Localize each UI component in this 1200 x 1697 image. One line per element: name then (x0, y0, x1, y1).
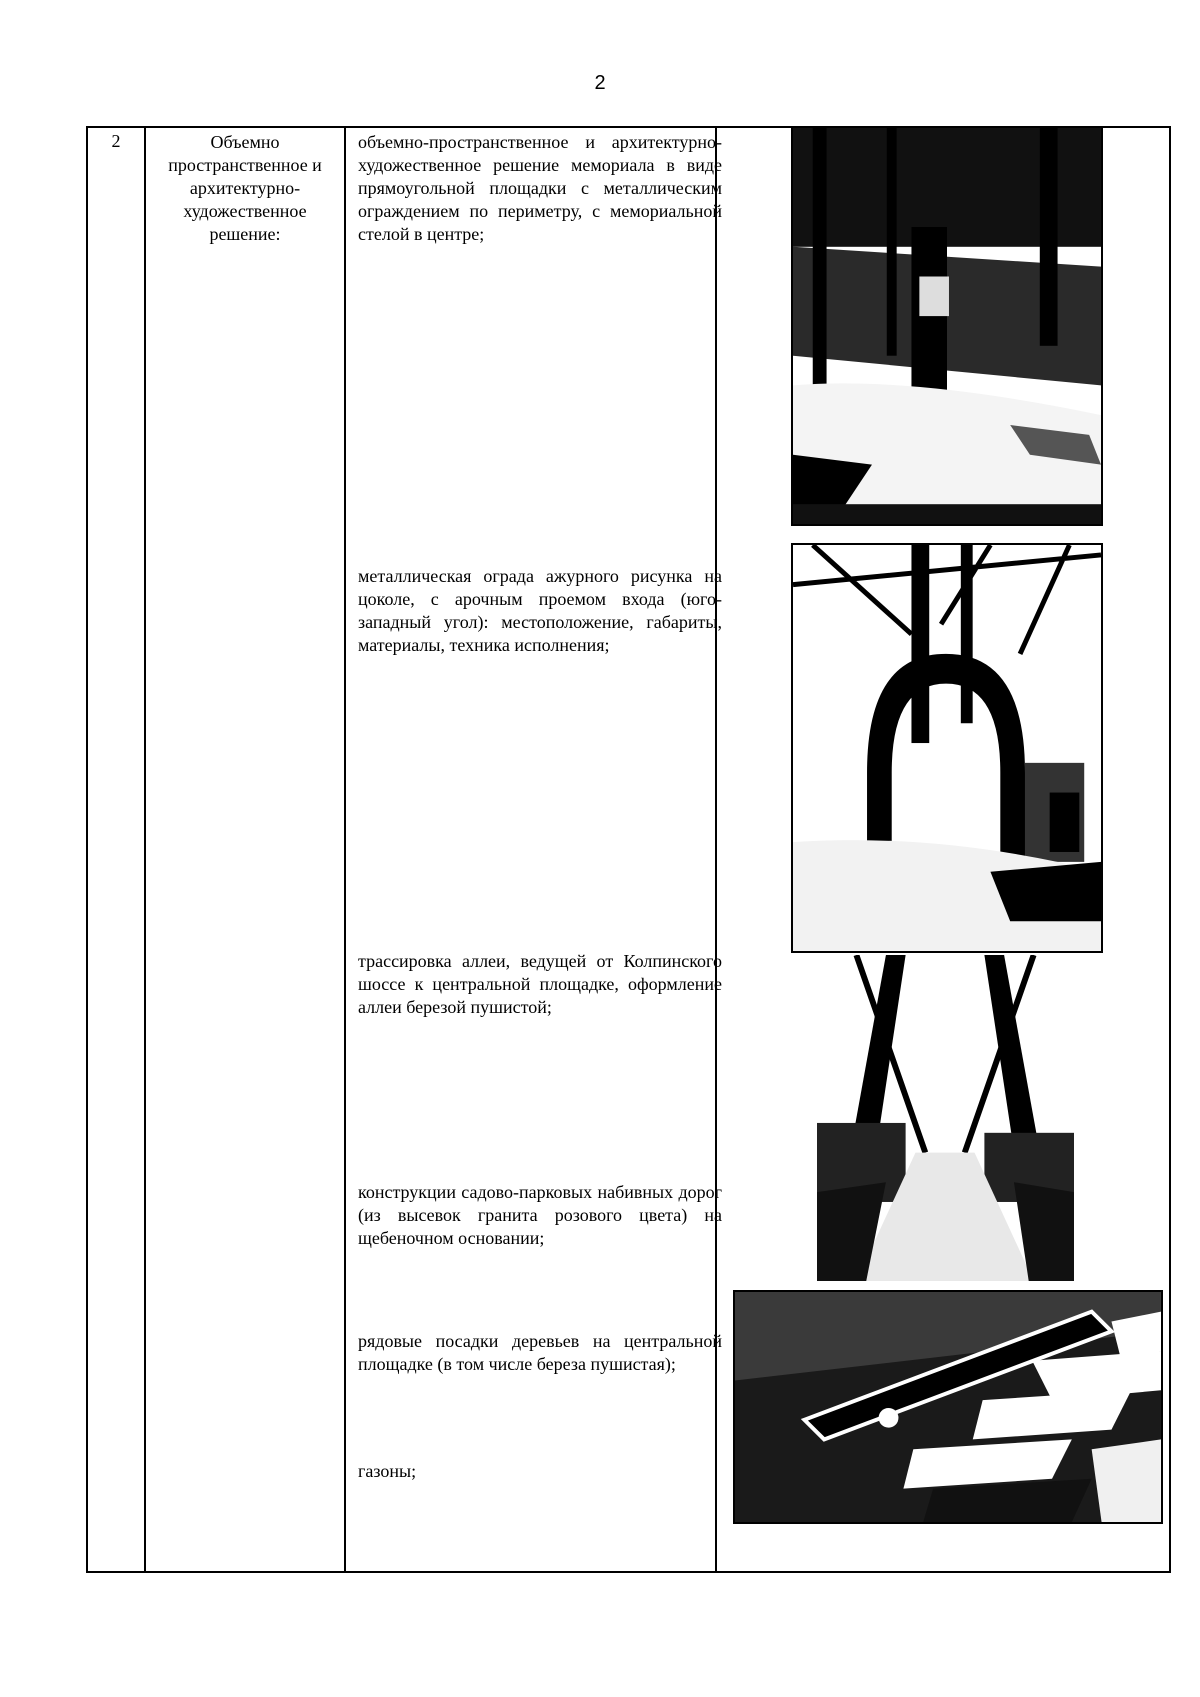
item-text: газоны; (358, 1461, 417, 1481)
item-text: рядовые посадки деревьев на центральной площадке (в том числе береза пушистая); (358, 1331, 722, 1374)
item-text: трассировка аллеи, ведущей от Колпинского шоссе к центральной площадке, оформление аллеи березой пушистой; (358, 951, 722, 1017)
row-name: Объемно пространственное и архитектурно-художественное решение: (168, 132, 322, 244)
column-divider-1 (144, 128, 146, 1571)
birch-alley-photo (815, 953, 1076, 1283)
row-number: 2 (111, 131, 121, 151)
item-text: металлическая ограда ажурного рисунка на цоколе, с арочным проемом входа (юго-западный угол): местоположение, габариты, материалы, техника исполнения; (358, 566, 722, 655)
item-text: конструкции садово-парковых набивных дорог (из высевок гранита розового цвета) на щебеночном основании; (358, 1182, 722, 1248)
memorial-stele-photo (791, 126, 1103, 526)
item-text: объемно-пространственное и архитектурно-художественное решение мемориала в виде прямоугольной площадки с металлическим ограждением по периметру, с мемориальной стелой в центре; (358, 132, 722, 244)
monument-table (86, 126, 1171, 1573)
page-number: 2 (594, 72, 606, 94)
memorial-slab-photo (733, 1290, 1163, 1524)
arched-fence-photo (791, 543, 1103, 953)
column-divider-2 (344, 128, 346, 1571)
